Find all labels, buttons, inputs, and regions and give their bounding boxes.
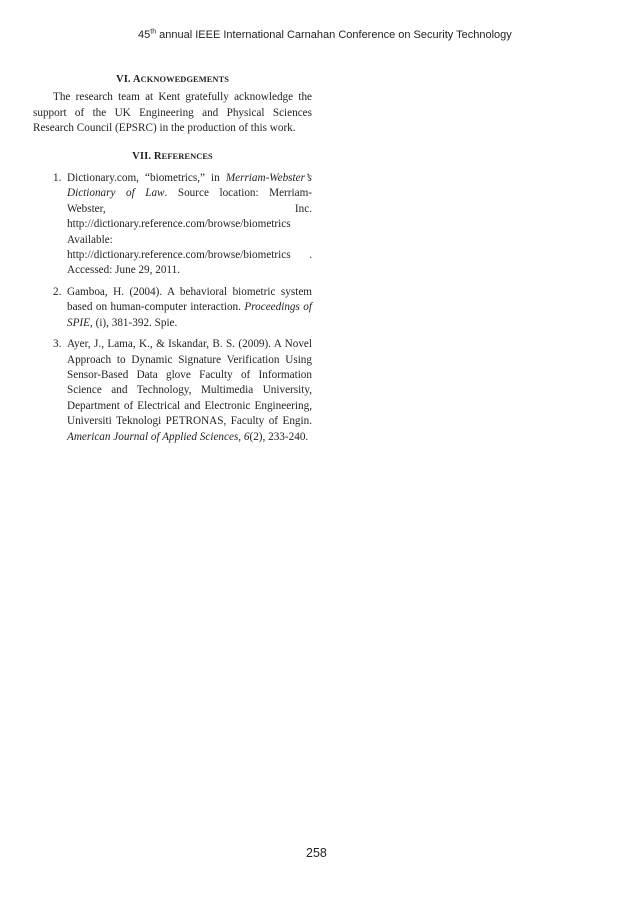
header-ordinal: 45 [138,29,151,41]
reference-item [33,285,312,331]
header-ordinal-suffix: th [150,28,157,36]
reference-volume: 6 [243,430,250,443]
references-title-rest: EFERENCES [161,151,213,161]
reference-list [33,171,312,445]
acknowledgements-title-rest: CKNOWEDGEMENTS [140,75,230,84]
reference-text-tail: . Source location: Merriam-Webster, Inc. http://dictionary.reference.com/browse/biometrics Available: http://dictionary.reference.com/browse/biometrics . Accessed: June 29, 2011. [67,187,313,277]
reference-number: 2 . [53,285,61,300]
text-column [33,72,312,451]
page-number: 258 [306,846,327,860]
reference-text-tail: , (i), 381-392. Spie. [90,316,178,329]
references-initial: R [153,150,162,162]
reference-number: 1 . [53,171,61,186]
acknowledgements-heading [33,72,312,87]
acknowledgements-paragraph: The research team at Kent gratefully acknowledge the support of the UK Engineering and Physical Sciences Research Council (EPSRC) in the production of this work. [33,91,312,135]
reference-text: Gamboa, H. (2004). A behavioral biometric system based on human-computer interaction. [67,285,312,314]
reference-text-tail: , [238,430,244,443]
reference-source-title: American Journal of Applied Sciences [67,430,239,443]
header-text: annual IEEE International Carnahan Conference on Security Technology [156,29,512,41]
reference-item [33,171,312,279]
references-numeral: VII. [132,150,154,162]
references-heading [33,149,312,164]
reference-source-title: Merriam-Webster’s Dictionary of Law [67,172,312,200]
running-header [138,29,618,41]
reference-item [33,337,312,445]
acknowledgements-numeral: VI. [115,74,133,85]
reference-source-title: Proceedings of SPIE [67,301,312,329]
acknowledgements-initial: A [132,74,141,85]
reference-text: Ayer, J., Lama, K., & Iskandar, B. S. (2009). A Novel Approach to Dynamic Signature Verification Using Sensor-Based Data glove Faculty of Information Science and Technology, Multimedia University, Department of Electrical and Electronic Engineering, Universiti Teknologi PETRONAS, Faculty of Engin. [67,338,312,428]
reference-text: Dictionary.com, “biometrics,” in [67,172,226,185]
reference-issue-pages: (2), 233-240. [249,430,309,443]
reference-number: 3 . [53,337,61,352]
